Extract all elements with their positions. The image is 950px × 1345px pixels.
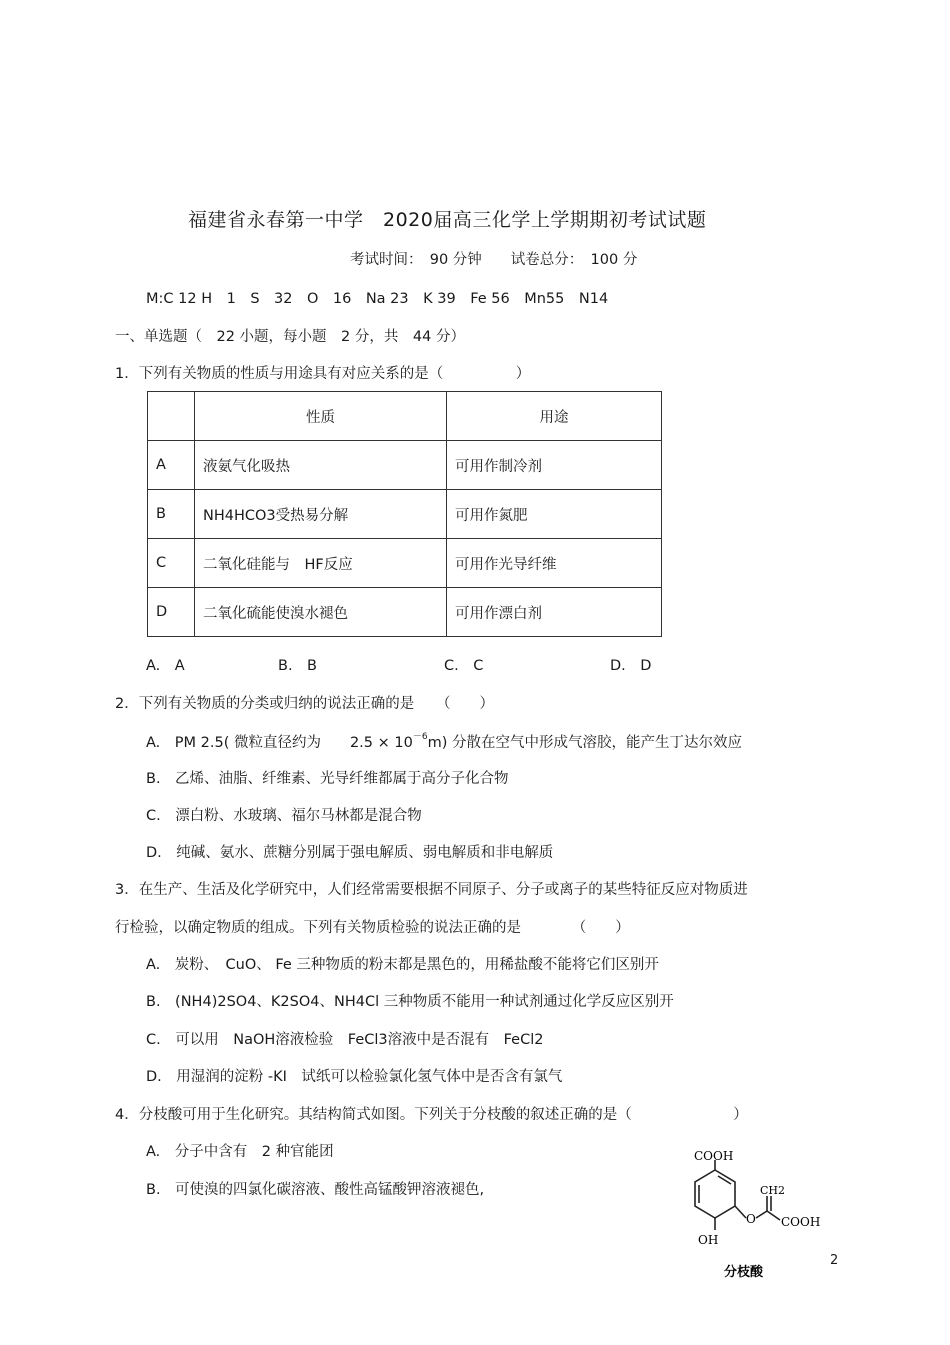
atomic-masses: M:C 12 H 1 S 32 O 16 Na 23 K 39 Fe 56 Mn55 N14	[146, 291, 609, 307]
q2-option-a	[146, 729, 742, 752]
q3-option-b: B. (NH4)2SO4、K2SO4、NH4Cl 三种物质不能用一种试剂通过化学反应区别开	[146, 994, 674, 1010]
section-heading: 一、单选题（ 22 小题，每小题 2 分，共 44 分）	[115, 329, 465, 345]
table-header-cell: 用途	[447, 392, 662, 441]
table-cell: 可用作漂白剂	[447, 588, 662, 637]
table-row	[148, 539, 662, 588]
ch2-label: CH2	[760, 1184, 786, 1197]
q4-option-b: B. 可使溴的四氯化碳溶液、酸性高锰酸钾溶液褪色,	[146, 1182, 485, 1198]
table-cell: 可用作氮肥	[447, 490, 662, 539]
table-header-cell	[148, 392, 195, 441]
q1-option-b: B. B	[278, 658, 318, 674]
cooh-right-label: COOH	[781, 1215, 821, 1229]
table-header-cell: 性质	[195, 392, 447, 441]
table-cell: B	[148, 490, 195, 539]
q1-option-c: C. C	[444, 658, 484, 674]
q2-exponent: －6	[412, 732, 428, 742]
structure-caption: 分枝酸	[724, 1265, 764, 1280]
table-cell: 二氧化硅能与 HF反应	[195, 539, 447, 588]
q1-option-a: A. A	[146, 658, 185, 674]
table-header-row	[148, 392, 662, 441]
properties-table	[147, 391, 662, 637]
table-cell: 液氨气化吸热	[195, 441, 447, 490]
table-row	[148, 588, 662, 637]
q3-option-d: D. 用湿润的淀粉 -KI 试纸可以检验氯化氢气体中是否含有氯气	[146, 1069, 563, 1085]
cooh-top-label: COOH	[694, 1149, 734, 1163]
question-3-stem-line2: 行检验，以确定物质的组成。下列有关物质检验的说法正确的是 （ ）	[115, 920, 630, 936]
table-cell: A	[148, 441, 195, 490]
q3-option-c: C. 可以用 NaOH溶液检验 FeCl3溶液中是否混有 FeCl2	[146, 1032, 544, 1048]
q2-option-d: D. 纯碱、氨水、蔗糖分别属于强电解质、弱电解质和非电解质	[146, 845, 554, 861]
table-cell: C	[148, 539, 195, 588]
question-4-stem: 4．分枝酸可用于生化研究。其结构简式如图。下列关于分枝酸的叙述正确的是（ ）	[115, 1107, 748, 1123]
table-row	[148, 441, 662, 490]
table-cell: D	[148, 588, 195, 637]
q2-option-a-text: A. PM 2.5( 微粒直径约为 2.5 × 10	[146, 735, 413, 751]
oh-label: OH	[698, 1233, 719, 1247]
table-cell: 可用作光导纤维	[447, 539, 662, 588]
page-title: 福建省永春第一中学 2020届高三化学上学期期初考试试题	[188, 209, 707, 231]
table-cell: 可用作制冷剂	[447, 441, 662, 490]
ether-oxygen-label: O	[746, 1212, 756, 1226]
question-1-stem: 1．下列有关物质的性质与用途具有对应关系的是（ ）	[115, 366, 531, 382]
q2-option-b: B. 乙烯、油脂、纤维素、光导纤维都属于高分子化合物	[146, 771, 509, 787]
chorismic-acid-structure	[660, 1148, 840, 1298]
q3-option-a: A. 炭粉、 CuO、 Fe 三种物质的粉末都是黑色的，用稀盐酸不能将它们区别开	[146, 957, 659, 973]
table-cell: 二氧化硫能使溴水褪色	[195, 588, 447, 637]
question-2-stem: 2．下列有关物质的分类或归纳的说法正确的是 （ ）	[115, 696, 494, 712]
q2-option-a-text-end: m) 分散在空气中形成气溶胶，能产生丁达尔效应	[427, 735, 742, 751]
q1-option-d: D. D	[610, 658, 652, 674]
table-row	[148, 490, 662, 539]
exam-info: 考试时间： 90 分钟 试卷总分： 100 分	[350, 252, 638, 268]
q2-option-c: C. 漂白粉、水玻璃、福尔马林都是混合物	[146, 808, 422, 824]
q4-option-a: A. 分子中含有 2 种官能团	[146, 1144, 334, 1160]
table-cell: NH4HCO3受热易分解	[195, 490, 447, 539]
page-number: 2	[830, 1253, 839, 1268]
question-3-stem-line1: 3．在生产、生活及化学研究中，人们经常需要根据不同原子、分子或离子的某些特征反应对物质进	[115, 882, 748, 898]
